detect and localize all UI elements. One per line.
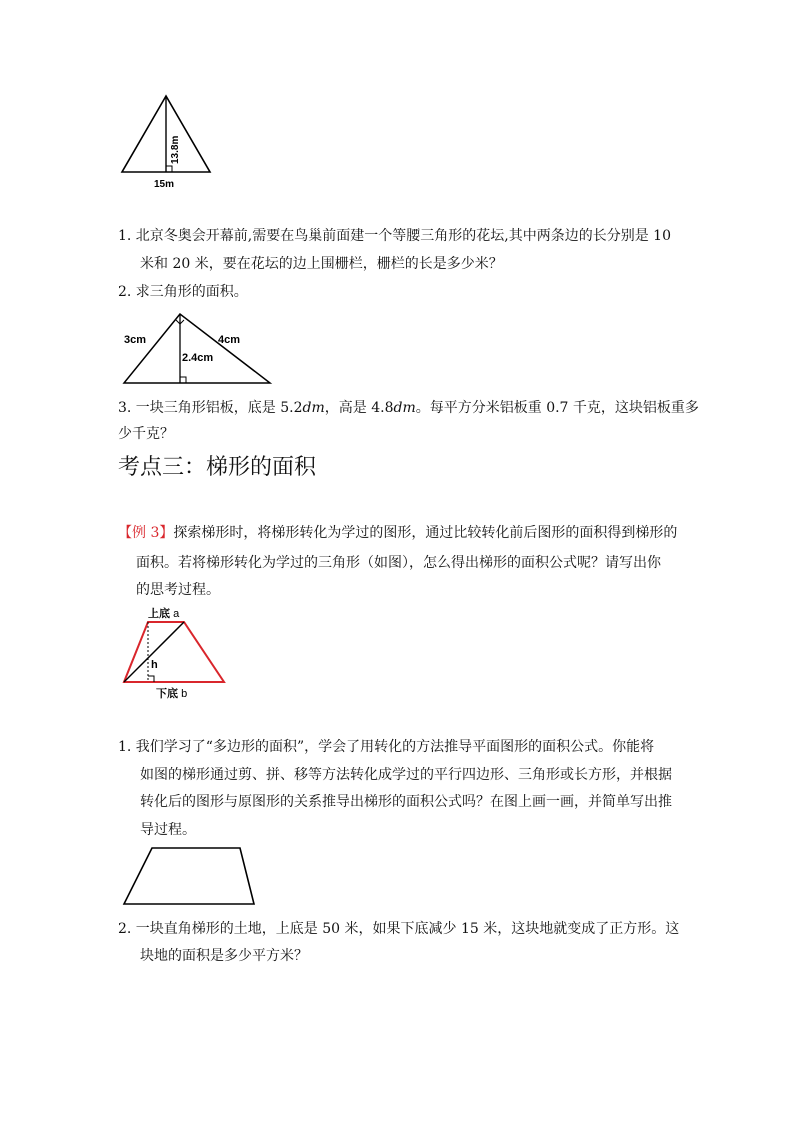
question-3-line-2: 少千克？ [118,426,174,442]
top-base-text: 上底 [148,608,170,620]
question-2: 2. 求三角形的面积。 [118,284,248,300]
question-3-line-1 [118,398,698,418]
question-3-text-b: ，高是 4.8 [324,400,394,416]
unit-dm-2: dm [393,400,416,416]
question-1-line-1: 1. 北京冬奥会开幕前,需要在鸟巢前面建一个等腰三角形的花坛,其中两条边的长分别是 10 [118,228,671,244]
right-angle-mark [180,377,186,383]
unit-dm-1: dm [302,400,325,416]
section-heading: 考点三：梯形的面积 [118,455,317,480]
question-5-line-1: 2. 一块直角梯形的土地，上底是 50 米，如果下底减少 15 米，这块地就变成了正方形。这 [118,921,680,937]
trapezoid-outline [124,848,254,904]
question-1-line-2: 米和 20 米，要在花坛的边上围栅栏，栅栏的长是多少米？ [140,256,503,272]
top-base-var: a [173,608,180,620]
triangle-outline [124,314,270,383]
question-3-text-a: 3. 一块三角形铝板，底是 5.2 [118,400,303,416]
diagonal-line [124,622,184,682]
question-3-text-c: 。每平方分米铝板重 0.7 千克，这块铝板重多 [415,400,699,416]
question-5-line-2: 块地的面积是多少平方米？ [140,948,308,964]
height-var-label: h [151,659,158,671]
example-3-text-1: 探索梯形时，将梯形转化为学过的图形，通过比较转化前后图形的面积得到梯形的 [173,525,678,541]
example-3-line-3: 的思考过程。 [136,582,220,598]
bottom-base-text: 下底 [156,688,178,700]
question-4-line-1: 1. 我们学习了“多边形的面积”，学会了用转化的方法推导平面图形的面积公式。你能将 [118,739,655,755]
figure-right-triangle [118,310,278,388]
figure-isosceles-triangle [112,88,222,192]
figure-trapezoid [118,842,260,908]
bottom-base-label [156,686,187,700]
example-tag: 【例 3】 [118,525,174,541]
right-angle-mark [166,166,172,172]
example-3-line-1 [118,523,698,543]
example-3-line-2: 面积。若将梯形转化为学过的三角形（如图），怎么得出梯形的面积公式呢？请写出你 [136,555,661,571]
top-base-label [148,606,180,620]
height-label: 13.8m [170,135,181,164]
base-label: 15m [154,179,175,190]
figure-trapezoid-to-triangle [118,602,230,700]
left-side-label: 3cm [124,334,147,346]
bottom-base-var: b [181,688,188,700]
question-4-line-3: 转化后的图形与原图形的关系推导出梯形的面积公式吗？在图上画一画，并简单写出推 [140,794,672,810]
question-4-line-4: 导过程。 [140,822,196,838]
question-4-line-2: 如图的梯形通过剪、拼、移等方法转化成学过的平行四边形、三角形或长方形，并根据 [140,767,672,783]
right-side-label: 4cm [218,334,241,346]
height-label: 2.4cm [182,352,214,364]
